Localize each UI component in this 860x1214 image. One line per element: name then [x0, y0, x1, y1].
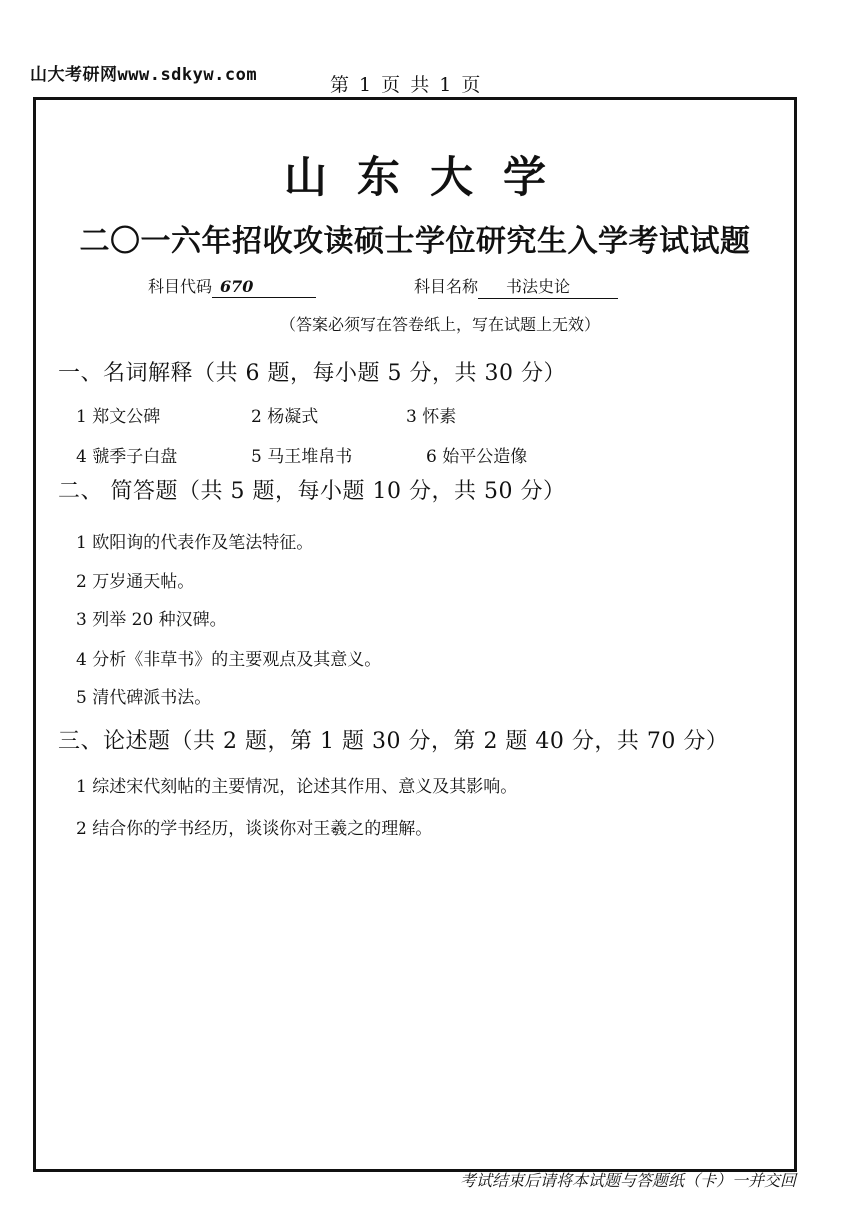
question-item: 6 始平公造像 — [426, 447, 528, 467]
question-item: 5 清代碑派书法。 — [76, 688, 212, 708]
section-3-heading: 三、论述题（共 2 题，第 1 题 30 分，第 2 题 40 分，共 70 分） — [58, 729, 729, 754]
question-item: 3 列举 20 种汉碑。 — [76, 610, 227, 630]
section-1-heading: 一、名词解释（共 6 题，每小题 5 分，共 30 分） — [58, 361, 566, 386]
question-item: 1 郑文公碑 — [76, 407, 161, 427]
question-item: 2 结合你的学书经历，谈谈你对王羲之的理解。 — [76, 819, 433, 839]
question-item: 3 怀素 — [406, 407, 457, 427]
subject-name-label: 科目名称 — [414, 277, 479, 296]
footer-instruction: 考试结束后请将本试题与答题纸（卡）一并交回 — [459, 1171, 796, 1190]
question-item: 4 虢季子白盘 — [76, 447, 178, 467]
subject-name-line — [414, 274, 618, 299]
subject-name-value: 书法史论 — [478, 274, 618, 299]
page-indicator: 第 1 页 共 1 页 — [330, 74, 481, 96]
question-item: 4 分析《非草书》的主要观点及其意义。 — [76, 650, 382, 670]
question-item: 1 综述宋代刻帖的主要情况，论述其作用、意义及其影响。 — [76, 777, 518, 797]
question-item: 1 欧阳询的代表作及笔法特征。 — [76, 533, 314, 553]
subject-code-value: 670 — [212, 277, 316, 298]
exam-title: 二〇一六年招收攻读硕士学位研究生入学考试试题 — [79, 224, 751, 259]
school-name: 山东大学 — [284, 153, 576, 203]
answer-notice: （答案必须写在答卷纸上，写在试题上无效） — [279, 315, 600, 334]
subject-code-line — [148, 274, 316, 298]
subject-code-label: 科目代码 — [148, 277, 213, 296]
watermark-text: 山大考研网www.sdkyw.com — [30, 65, 258, 85]
section-2-heading: 二、 简答题（共 5 题，每小题 10 分，共 50 分） — [58, 479, 566, 504]
question-item: 5 马王堆帛书 — [251, 447, 353, 467]
question-item: 2 杨凝式 — [251, 407, 319, 427]
question-item: 2 万岁通天帖。 — [76, 572, 195, 592]
exam-paper-frame — [33, 97, 797, 1172]
